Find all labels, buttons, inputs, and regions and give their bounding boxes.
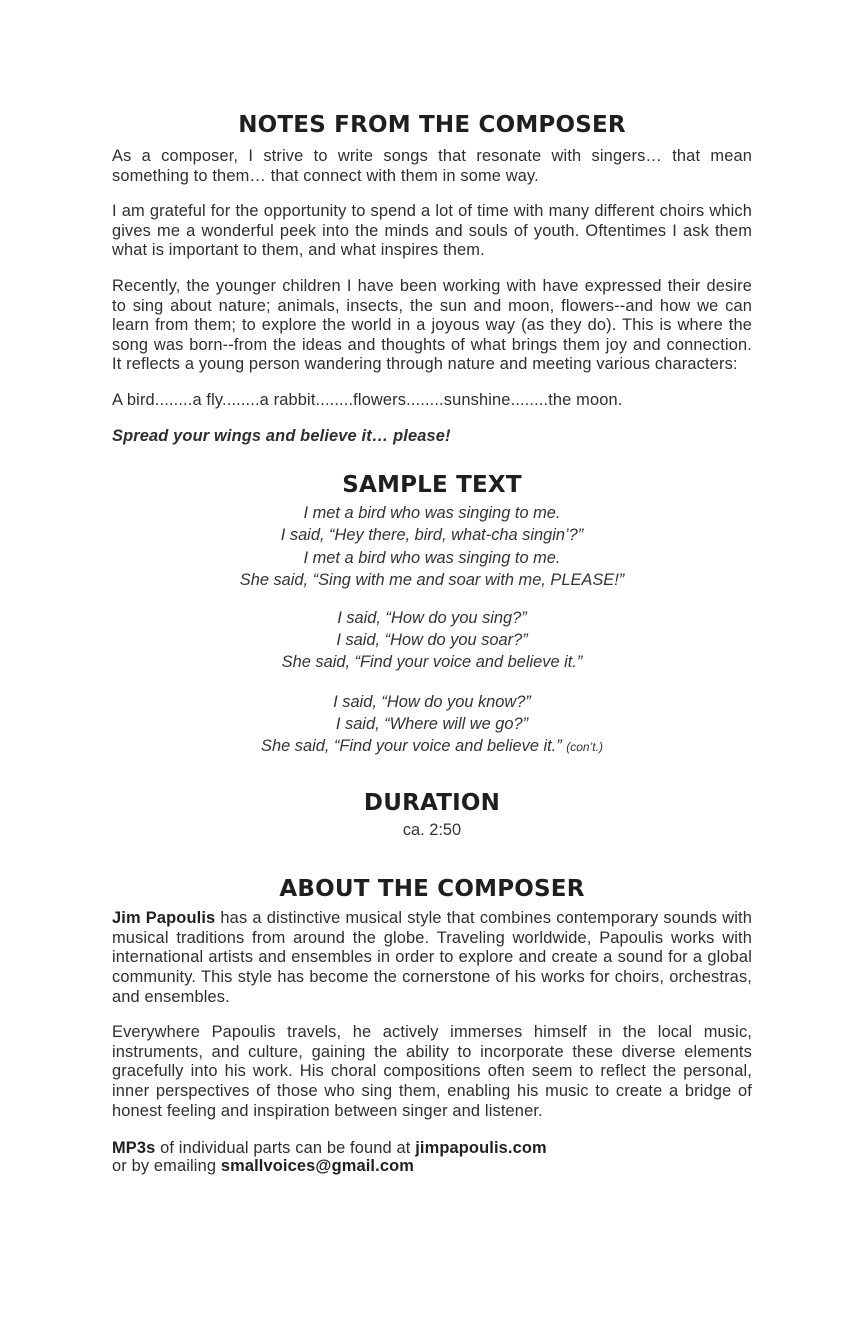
about-section	[112, 872, 752, 1121]
about-paragraph-1-text: has a distinctive musical style that combines contemporary sounds with musical traditions from around the globe. Traveling worldwide, Papoulis works with international artists and ensembles in order to explore and create a sound for a global community. This style has become the cornerstone of his works for choirs, orchestras, and ensembles.	[112, 909, 752, 1006]
notes-paragraph-1: As a composer, I strive to write songs that resonate with singers… that mean something to them… that connect with them in some way.	[112, 147, 752, 185]
about-paragraph-1	[112, 909, 752, 1007]
sample-text-heading: SAMPLE TEXT	[342, 472, 522, 499]
lyric-line: I met a bird who was singing to me.	[303, 504, 561, 523]
stanza-3	[112, 691, 752, 759]
website-link[interactable]: jimpapoulis.com	[415, 1139, 547, 1158]
lyric-line	[112, 735, 752, 758]
mp3-line	[112, 1139, 752, 1157]
about-heading: ABOUT THE COMPOSER	[279, 876, 585, 903]
duration-heading: DURATION	[363, 790, 501, 817]
mp3-label: MP3s	[112, 1139, 156, 1158]
contact-section	[112, 1139, 752, 1175]
lyric-line: She said, “Find your voice and believe it.”	[281, 653, 583, 672]
notes-paragraph-2: I am grateful for the opportunity to spend a lot of time with many different choirs which gives me a wonderful peek into the minds and souls of youth. Oftentimes I ask them what is important to them, and what inspires them.	[112, 202, 752, 260]
duration-value: ca. 2:50	[402, 821, 462, 840]
stanza-1	[112, 502, 752, 591]
character-list: A bird........a fly........a rabbit........flowers........sunshine........the moon.	[112, 390, 623, 409]
sample-text-section	[112, 468, 752, 758]
about-paragraph-2: Everywhere Papoulis travels, he actively immerses himself in the local music, instruments, and culture, gaining the ability to incorporate these diverse elements gracefully into his work. His choral compositions often seem to reflect the personal, inner perspectives of those who sing them, enabling his music to create a bridge of honest feeling and inspiration between singer and listener.	[112, 1023, 752, 1120]
notes-heading: NOTES FROM THE COMPOSER	[238, 112, 626, 138]
composer-name: Jim Papoulis	[112, 909, 216, 928]
email-link[interactable]: smallvoices@gmail.com	[220, 1157, 414, 1176]
stanza-2	[112, 607, 752, 674]
document-page	[112, 108, 752, 1175]
mp3-text: of individual parts can be found at	[155, 1139, 416, 1158]
lyric-line: I met a bird who was singing to me.	[303, 548, 561, 567]
notes-section	[112, 108, 752, 446]
lyric-line: I said, “How do you soar?”	[336, 631, 528, 650]
notes-paragraph-3: Recently, the younger children I have been working with have expressed their desire to sing about nature; animals, insects, the sun and moon, flowers--and how we can learn from them; to explore the world in a joyous way (as they do). This is where the song was born--from the ideas and thoughts of what brings them joy and connection. It reflects a young person wandering through nature and meeting various characters:	[112, 276, 752, 374]
duration-section	[112, 786, 752, 840]
email-line	[112, 1157, 752, 1175]
lyric-line: I said, “How do you sing?”	[337, 608, 527, 627]
lyric-line: She said, “Sing with me and soar with me, PLEASE!”	[239, 570, 625, 589]
continued-note: (con’t.)	[566, 739, 603, 754]
lyric-text: She said, “Find your voice and believe it.”	[261, 736, 562, 755]
email-text: or by emailing	[112, 1157, 221, 1176]
lyric-line: I said, “Where will we go?”	[335, 714, 529, 733]
lyric-line: I said, “How do you know?”	[333, 692, 531, 711]
tagline: Spread your wings and believe it… please!	[112, 426, 451, 445]
lyric-line: I said, “Hey there, bird, what-cha singin’?”	[280, 526, 584, 545]
